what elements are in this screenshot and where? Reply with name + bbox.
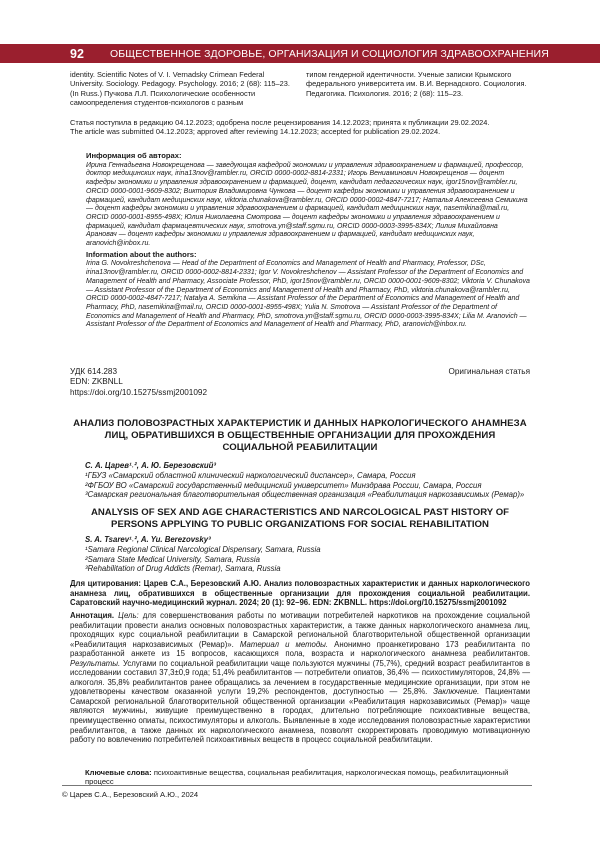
goal-text: для совершенствования работы по мотивации потребителей наркотиков на прохождение социальной реабилитации провести анализ основных половозрастных характеристик, а также данных наркологического анамнеза лиц, проходящих курс социальной реабилитации в Самарской региональной благотворительной общественной организации «Реабилитация наркозависимых (Ремар)». xyxy=(70,611,530,649)
journal-header-bar xyxy=(0,44,600,63)
conclusion-label: Заключение. xyxy=(433,687,480,697)
page-number: 92 xyxy=(70,46,84,61)
keywords-label: Ключевые слова: xyxy=(85,768,152,777)
authors-info-ru: Ирина Геннадьевна Новокрещенова — заведующая кафедрой экономики и управления здравоохранением и фармацией, профессор, доктор медицинских наук, irina13nov@rambler.ru, ORCID 0000-0002-8814-2331; Игорь Вениаминович Новокрещенов — доцент кафедры экономики и управления здравоохранением и фармацией, доцент, кандидат педагогических наук, igor15nov@rambler.ru, ORCID 0000-0001-9609-8302; Виктория Владимировна Чункова — доцент кафедры экономики и управления здравоохранением и фармацией, кандидат медицинских наук, viktoria.chunakova@rambler.ru, ORCID 0000-0002-4847-7217; Наталья Алексеевна Семикина — доцент кафедры экономики и управления здравоохранением и фармацией, кандидат медицинских наук, nasemikina@mail.ru, ORCID 0000-0001-8955-498X; Юлия Николаевна Смотрова — доцент кафедры экономики и управления здравоохранением и фармацией, кандидат фармацевтических наук, smotrova.yn@staff.sgmu.ru, ORCID 0000-0003-3995-834X; Лилия Михайловна Арановач — доцент кафедры экономики и управления здравоохранением и фармацией, кандидат медицинских наук, aranovich@inbox.ru. xyxy=(86,161,528,248)
article-meta xyxy=(70,367,530,398)
journal-section-title: ОБЩЕСТВЕННОЕ ЗДОРОВЬЕ, ОРГАНИЗАЦИЯ И СОЦИОЛОГИЯ ЗДРАВООХРАНЕНИЯ xyxy=(110,47,549,60)
article-dates xyxy=(70,118,530,137)
article-type: Оригинальная статья xyxy=(448,367,530,376)
doi-link[interactable]: https://doi.org/10.15275/ssmj2001092 xyxy=(70,387,208,397)
conclusion-text: Пациентами Самарской региональной благотворительной общественной организации «Реабилитация наркозависимых (Ремар)» чаще являются мужчины, живущие преимущественно в городах, длительно потребляющие психоактивные вещества, преимущественно опиаты, психостимуляторы и алкоголь. Выявленные в ходе исследования половозрастные характеристики реабилитантов, а также данных их наркологического анамнеза, позволят скорректировать проводимую мотивационную работу по вовлечению потребителей психоактивных веществ в процесс социальной реабилитации. xyxy=(70,687,531,745)
affiliation-ru-1: ¹ГБУЗ «Самарский областной клинический наркологический диспансер», Самара, Россия xyxy=(85,471,416,481)
byline-en xyxy=(85,535,530,574)
byline-ru xyxy=(85,461,530,500)
author-names-en: S. A. Tsarev¹˒², A. Yu. Berezovsky³ xyxy=(85,535,211,544)
affiliation-en-2: ²Samara State Medical University, Samara, Russia xyxy=(85,554,260,564)
reference-left-column: identity. Scientific Notes of V. I. Vernadsky Crimean Federal University. Sociology. Pedagogy. Psychology. 2016; 2 (68): 115–23. (In Russ.) Пучкова Л.Л. Психологические особенности самоопределения студентов-психологов с разным xyxy=(70,70,290,107)
dates-ru: Статья поступила в редакцию 04.12.2023; одобрена после рецензирования 14.12.2023; принята к публикации 29.02.2024. xyxy=(70,118,490,127)
article-title-en: ANALYSIS OF SEX AND AGE CHARACTERISTICS AND NARCOLOGICAL PAST HISTORY OF PERSONS APPLYING TO PUBLIC ORGANIZATIONS FOR SOCIAL REHABILITATION xyxy=(90,507,510,530)
udc-code: УДК 614.283 xyxy=(70,367,118,376)
copyright-notice: © Царев С.А., Березовский А.Ю., 2024 xyxy=(62,790,199,799)
authors-info xyxy=(86,152,530,330)
reference-right-column: типом гендерной идентичности. Ученые записки Крымского федерального университета им. В.И. Вернадского. Социология. Педагогика. Психология. 2016; 2 (68): 115–23. xyxy=(306,70,527,98)
dates-en: The article was submitted 04.12.2023; approved after reviewing 14.12.2023; accepted for publication 29.02.2024. xyxy=(70,127,441,137)
results-text: Услугами по социальной реабилитации чаще пользуются мужчины (75,7%), средний возраст реабилитантов в исследовании составил 37,3±0,9 года; 51,4% реабилитантов — потребители опиатов, 36,4% — психостимуляторов, 24,8% — алкоголя. 35,8% реабилитантов ранее обращались за лечением в государственные медицинские организации, при этом не удовлетворены качеством оказанной услуги 19,2% респондентов, доступностью — 25,8%. xyxy=(70,658,530,697)
article-title-ru: АНАЛИЗ ПОЛОВОЗРАСТНЫХ ХАРАКТЕРИСТИК И ДАННЫХ НАРКОЛОГИЧЕСКОГО АНАМНЕЗА ЛИЦ, ОБРАТИВШИХСЯ В ОБЩЕСТВЕННЫЕ ОРГАНИЗАЦИИ ДЛЯ ПРОХОЖДЕНИЯ СОЦИАЛЬНОЙ РЕАБИЛИТАЦИИ xyxy=(73,418,527,453)
keywords-text: психоактивные вещества, социальная реабилитация, наркологическая помощь, реабилитационный процесс xyxy=(85,768,509,787)
authors-info-heading-ru: Информация об авторах: xyxy=(86,151,182,160)
methods-text: Анонимно проанкетировано 173 реабилитанта по разработанной анкете из 15 вопросов, касающихся пола, возраста и наркологического анамнеза реабилитантов. xyxy=(70,639,530,659)
authors-info-heading-en: Information about the authors: xyxy=(86,249,197,259)
affiliation-en-3: ³Rehabilitation of Drug Addicts (Remar), Samara, Russia xyxy=(85,564,281,574)
affiliation-ru-3: ³Самарская региональная благотворительная общественная организация «Реабилитация наркозависимых (Ремар)» xyxy=(85,490,525,500)
citation: Для цитирования: Царев С.А., Березовский А.Ю. Анализ половозрастных характеристик и данных наркологического анамнеза лиц, обратившихся в общественные организации для прохождения социальной реабилитации. Саратовский научно-медицинский журнал. 2024; 20 (1): 92–96. EDN: ZKBNLL. https://doi.org/10.15275/ssmj2001092 xyxy=(70,579,530,608)
affiliation-en-1: ¹Samara Regional Clinical Narcological Dispensary, Samara, Russia xyxy=(85,545,321,555)
results-label: Результаты. xyxy=(70,658,121,668)
affiliation-ru-2: ²ФГБОУ ВО «Самарский государственный медицинский университет» Минздрава России, Самара, Россия xyxy=(85,480,482,490)
goal-label: Цель: xyxy=(118,611,139,620)
reference-continuation xyxy=(70,70,530,107)
methods-label: Материал и методы. xyxy=(239,639,329,649)
abstract xyxy=(70,611,530,745)
author-names-ru: С. А. Царев¹˒², А. Ю. Березовский³ xyxy=(85,461,217,470)
keywords xyxy=(85,768,530,787)
footer-divider xyxy=(62,785,532,786)
authors-info-en: Irina G. Novokreshchenova — Head of the Department of Economics and Management of Health and Pharmacy, Professor, DSc, irina13nov@rambler.ru, ORCID 0000-0002-8814-2331; Igor V. Novokreshchenov — Assistant Professor of the Department of Economics and Management of Health and Pharmacy, Associate Professor, PhD, igor15nov@rambler.ru, ORCID 0000-0001-9609-8302; Viktoria V. Chunakova — Assistant Professor of the Department of Economics and Management of Health and Pharmacy, PhD, viktoria.chunakova@rambler.ru, ORCID 0000-0002-4847-7217; Natalya A. Semikina — Assistant Professor of the Department of Economics and Management of Health and Pharmacy, PhD, nasemikina@mail.ru, ORCID 0000-0001-8955-498X; Yulia N. Smotrova — Assistant Professor of the Department of Economics and Management of Health and Pharmacy, PhD, smotrova.yn@staff.sgmu.ru, ORCID 0000-0003-3995-834X; Lilia M. Aranovich — Assistant Professor of the Department of Economics and Management of Health and Pharmacy, PhD, aranovich@inbox.ru. xyxy=(86,260,530,329)
abstract-label: Аннотация. xyxy=(70,611,115,620)
edn-code: EDN: ZKBNLL xyxy=(70,377,123,387)
